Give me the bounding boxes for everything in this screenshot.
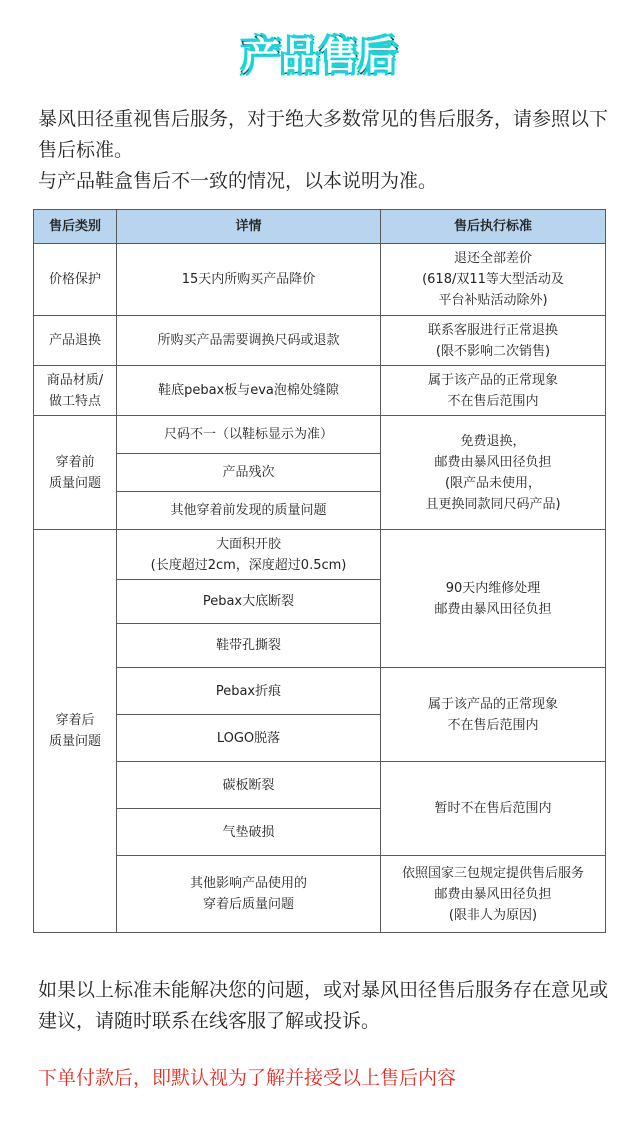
header-category: 售后类别 <box>34 210 117 244</box>
table-row <box>34 668 606 715</box>
standard-line: 邮费由暴风田径负担 <box>434 601 552 617</box>
category-cell <box>34 416 117 530</box>
standard-line: 90天内维修处理 <box>445 580 541 596</box>
table-row <box>34 244 606 316</box>
standard-line: 属于该产品的正常现象 <box>427 372 558 388</box>
standard-cell <box>381 244 606 316</box>
detail-cell: 产品残次 <box>117 454 381 492</box>
category-line: 质量问题 <box>48 475 101 491</box>
standard-line: 退还全部差价 <box>453 251 532 266</box>
detail-cell: 其他穿着前发现的质量问题 <box>117 492 381 530</box>
table-row <box>34 366 606 416</box>
detail-cell: 碳板断裂 <box>117 762 381 809</box>
detail-cell: 15天内所购买产品降价 <box>117 244 381 316</box>
detail-line: 其他影响产品使用的 <box>189 876 307 891</box>
detail-cell: 鞋底pebax板与eva泡棉处缝隙 <box>117 366 381 416</box>
standard-line: 免费退换， <box>460 433 526 449</box>
table-row <box>34 856 606 933</box>
detail-cell: 鞋带孔撕裂 <box>117 624 381 668</box>
standard-cell: 暂时不在售后范围内 <box>381 762 606 856</box>
page-title: 产品售后 <box>241 34 398 78</box>
category-cell <box>34 530 117 933</box>
detail-cell <box>117 530 381 580</box>
intro-line-2: 与产品鞋盒售后不一致的情况，以本说明为准。 <box>38 170 438 192</box>
standard-line: 依照国家三包规定提供售后服务 <box>401 865 584 881</box>
detail-cell: LOGO脱落 <box>117 715 381 762</box>
standard-line: 且更换同款同尺码产品) <box>425 496 561 512</box>
category-cell <box>34 366 117 416</box>
intro-line-1: 暴风田径重视售后服务，对于绝大多数常见的售后服务，请参照以下售后标准。 <box>38 108 609 161</box>
standard-line: (限非人为原因) <box>448 907 538 923</box>
detail-cell: Pebax折痕 <box>117 668 381 715</box>
detail-line: (长度超过2cm，深度超过0.5cm) <box>150 557 347 573</box>
detail-line: 大面积开胶 <box>215 536 281 552</box>
standard-line: 联系客服进行正常退换 <box>427 322 558 338</box>
detail-cell: 尺码不一（以鞋标显示为准） <box>117 416 381 454</box>
standard-cell <box>381 668 606 762</box>
standard-line: 属于该产品的正常现象 <box>427 696 558 712</box>
header-detail: 详情 <box>117 210 381 244</box>
standard-cell <box>381 316 606 366</box>
standard-cell <box>381 530 606 668</box>
table-row <box>34 416 606 454</box>
standard-cell <box>381 856 606 933</box>
standard-cell <box>381 366 606 416</box>
category-line: 做工特点 <box>48 393 101 409</box>
standard-cell <box>381 416 606 530</box>
standard-line: 不在售后范围内 <box>447 717 539 733</box>
detail-line: 穿着后质量问题 <box>202 897 294 912</box>
category-line: 商品材质/ <box>46 372 104 388</box>
table-header-row <box>34 210 606 244</box>
detail-cell: 气垫破损 <box>117 809 381 856</box>
page-title-area <box>0 28 640 88</box>
category-cell: 产品退换 <box>34 316 117 366</box>
outro-text: 如果以上标准未能解决您的问题，或对暴风田径售后服务存在意见或建议，请随时联系在线客服了解或投诉。 <box>38 979 609 1032</box>
standard-line: (618/双11等大型活动及 <box>422 272 564 287</box>
category-line: 穿着前 <box>55 454 95 470</box>
detail-cell <box>117 856 381 933</box>
purchase-notice: 下单付款后，即默认视为了解并接受以上售后内容 <box>38 1067 457 1089</box>
table-row <box>34 316 606 366</box>
category-line: 穿着后 <box>55 713 95 728</box>
category-line: 质量问题 <box>48 734 101 749</box>
detail-cell: 所购买产品需要调换尺码或退款 <box>117 316 381 366</box>
table-row <box>34 762 606 809</box>
intro-text <box>38 104 613 197</box>
standard-line: 平台补贴活动除外) <box>438 293 548 308</box>
standard-line: (限产品未使用， <box>444 475 542 491</box>
table-row <box>34 530 606 580</box>
standard-line: 不在售后范围内 <box>447 393 539 409</box>
detail-cell: Pebax大底断裂 <box>117 580 381 624</box>
after-sales-table <box>33 209 606 933</box>
standard-line: 邮费由暴风田径负担 <box>434 454 552 470</box>
header-standard: 售后执行标准 <box>381 210 606 244</box>
standard-line: (限不影响二次销售) <box>435 343 551 359</box>
standard-line: 邮费由暴风田径负担 <box>434 886 552 902</box>
category-cell: 价格保护 <box>34 244 117 316</box>
